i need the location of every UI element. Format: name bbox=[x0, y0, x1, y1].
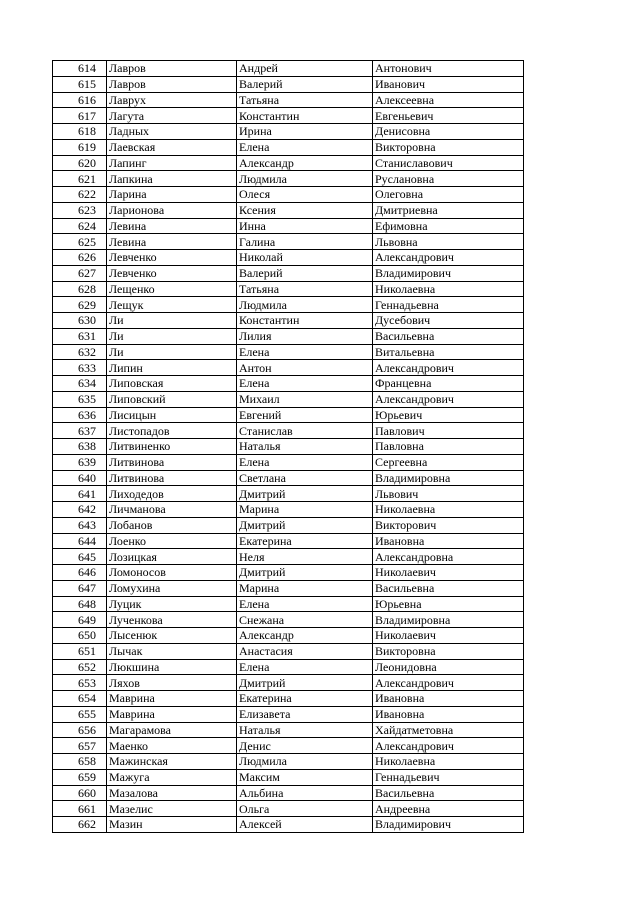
first-name-cell: Галина bbox=[237, 234, 373, 250]
table-row bbox=[53, 502, 524, 518]
first-name-cell: Екатерина bbox=[237, 691, 373, 707]
last-name-cell: Ларионова bbox=[107, 202, 237, 218]
first-name-cell: Наталья bbox=[237, 439, 373, 455]
first-name-cell: Анастасия bbox=[237, 643, 373, 659]
patronymic-cell: Руслановна bbox=[373, 171, 524, 187]
last-name-cell: Ли bbox=[107, 328, 237, 344]
patronymic-cell: Викторовна bbox=[373, 139, 524, 155]
first-name-cell: Неля bbox=[237, 549, 373, 565]
table-row bbox=[53, 124, 524, 140]
last-name-cell: Лобанов bbox=[107, 517, 237, 533]
patronymic-cell: Александрович bbox=[373, 391, 524, 407]
patronymic-cell: Павловна bbox=[373, 439, 524, 455]
table-row bbox=[53, 76, 524, 92]
table-row bbox=[53, 139, 524, 155]
patronymic-cell: Николаевна bbox=[373, 754, 524, 770]
first-name-cell: Снежана bbox=[237, 612, 373, 628]
last-name-cell: Лавров bbox=[107, 76, 237, 92]
table-row bbox=[53, 281, 524, 297]
patronymic-cell: Евгеньевич bbox=[373, 108, 524, 124]
patronymic-cell: Викторовна bbox=[373, 643, 524, 659]
first-name-cell: Станислав bbox=[237, 423, 373, 439]
table-row bbox=[53, 486, 524, 502]
first-name-cell: Александр bbox=[237, 628, 373, 644]
first-name-cell: Людмила bbox=[237, 297, 373, 313]
first-name-cell: Наталья bbox=[237, 722, 373, 738]
first-name-cell: Альбина bbox=[237, 785, 373, 801]
last-name-cell: Лавров bbox=[107, 61, 237, 77]
patronymic-cell: Андреевна bbox=[373, 801, 524, 817]
roster-table-body bbox=[53, 61, 524, 833]
first-name-cell: Екатерина bbox=[237, 533, 373, 549]
first-name-cell: Елена bbox=[237, 376, 373, 392]
last-name-cell: Личманова bbox=[107, 502, 237, 518]
row-number-cell: 620 bbox=[53, 155, 107, 171]
patronymic-cell: Васильевна bbox=[373, 580, 524, 596]
first-name-cell: Константин bbox=[237, 313, 373, 329]
last-name-cell: Литвиненко bbox=[107, 439, 237, 455]
table-row bbox=[53, 92, 524, 108]
row-number-cell: 628 bbox=[53, 281, 107, 297]
table-row bbox=[53, 675, 524, 691]
patronymic-cell: Хайдатметовна bbox=[373, 722, 524, 738]
row-number-cell: 637 bbox=[53, 423, 107, 439]
row-number-cell: 656 bbox=[53, 722, 107, 738]
last-name-cell: Липовская bbox=[107, 376, 237, 392]
patronymic-cell: Леонидовна bbox=[373, 659, 524, 675]
patronymic-cell: Николаевна bbox=[373, 281, 524, 297]
patronymic-cell: Витальевна bbox=[373, 344, 524, 360]
last-name-cell: Ломухина bbox=[107, 580, 237, 596]
first-name-cell: Людмила bbox=[237, 171, 373, 187]
last-name-cell: Лаврух bbox=[107, 92, 237, 108]
table-row bbox=[53, 706, 524, 722]
first-name-cell: Михаил bbox=[237, 391, 373, 407]
table-row bbox=[53, 218, 524, 234]
row-number-cell: 646 bbox=[53, 565, 107, 581]
patronymic-cell: Александровна bbox=[373, 549, 524, 565]
row-number-cell: 615 bbox=[53, 76, 107, 92]
patronymic-cell: Владимировна bbox=[373, 612, 524, 628]
row-number-cell: 629 bbox=[53, 297, 107, 313]
first-name-cell: Валерий bbox=[237, 265, 373, 281]
patronymic-cell: Ефимовна bbox=[373, 218, 524, 234]
first-name-cell: Антон bbox=[237, 360, 373, 376]
row-number-cell: 635 bbox=[53, 391, 107, 407]
first-name-cell: Олеся bbox=[237, 187, 373, 203]
table-row bbox=[53, 187, 524, 203]
patronymic-cell: Геннадьевна bbox=[373, 297, 524, 313]
roster-table bbox=[52, 60, 524, 833]
row-number-cell: 643 bbox=[53, 517, 107, 533]
last-name-cell: Мазин bbox=[107, 817, 237, 833]
row-number-cell: 647 bbox=[53, 580, 107, 596]
last-name-cell: Мажинская bbox=[107, 754, 237, 770]
row-number-cell: 621 bbox=[53, 171, 107, 187]
patronymic-cell: Францевна bbox=[373, 376, 524, 392]
last-name-cell: Маврина bbox=[107, 691, 237, 707]
first-name-cell: Евгений bbox=[237, 407, 373, 423]
patronymic-cell: Владимировна bbox=[373, 470, 524, 486]
table-row bbox=[53, 628, 524, 644]
last-name-cell: Маенко bbox=[107, 738, 237, 754]
row-number-cell: 625 bbox=[53, 234, 107, 250]
last-name-cell: Ладных bbox=[107, 124, 237, 140]
first-name-cell: Константин bbox=[237, 108, 373, 124]
last-name-cell: Лисицын bbox=[107, 407, 237, 423]
last-name-cell: Лысенюк bbox=[107, 628, 237, 644]
first-name-cell: Елизавета bbox=[237, 706, 373, 722]
table-row bbox=[53, 738, 524, 754]
last-name-cell: Ляхов bbox=[107, 675, 237, 691]
table-row bbox=[53, 517, 524, 533]
first-name-cell: Николай bbox=[237, 250, 373, 266]
patronymic-cell: Дусебович bbox=[373, 313, 524, 329]
last-name-cell: Лагута bbox=[107, 108, 237, 124]
last-name-cell: Ли bbox=[107, 344, 237, 360]
table-row bbox=[53, 313, 524, 329]
table-row bbox=[53, 754, 524, 770]
table-row bbox=[53, 344, 524, 360]
last-name-cell: Лаевская bbox=[107, 139, 237, 155]
patronymic-cell: Геннадьевич bbox=[373, 769, 524, 785]
first-name-cell: Татьяна bbox=[237, 92, 373, 108]
patronymic-cell: Ивановна bbox=[373, 533, 524, 549]
last-name-cell: Лозицкая bbox=[107, 549, 237, 565]
table-row bbox=[53, 769, 524, 785]
table-row bbox=[53, 565, 524, 581]
row-number-cell: 650 bbox=[53, 628, 107, 644]
last-name-cell: Лещенко bbox=[107, 281, 237, 297]
row-number-cell: 631 bbox=[53, 328, 107, 344]
row-number-cell: 653 bbox=[53, 675, 107, 691]
patronymic-cell: Сергеевна bbox=[373, 454, 524, 470]
first-name-cell: Дмитрий bbox=[237, 517, 373, 533]
first-name-cell: Дмитрий bbox=[237, 486, 373, 502]
table-row bbox=[53, 61, 524, 77]
last-name-cell: Листопадов bbox=[107, 423, 237, 439]
table-row bbox=[53, 596, 524, 612]
table-row bbox=[53, 439, 524, 455]
patronymic-cell: Николаевна bbox=[373, 502, 524, 518]
patronymic-cell: Александрович bbox=[373, 675, 524, 691]
table-row bbox=[53, 360, 524, 376]
table-row bbox=[53, 328, 524, 344]
last-name-cell: Лапкина bbox=[107, 171, 237, 187]
first-name-cell: Людмила bbox=[237, 754, 373, 770]
patronymic-cell: Владимирович bbox=[373, 265, 524, 281]
row-number-cell: 623 bbox=[53, 202, 107, 218]
row-number-cell: 632 bbox=[53, 344, 107, 360]
last-name-cell: Ларина bbox=[107, 187, 237, 203]
first-name-cell: Ксения bbox=[237, 202, 373, 218]
patronymic-cell: Алексеевна bbox=[373, 92, 524, 108]
first-name-cell: Елена bbox=[237, 139, 373, 155]
table-row bbox=[53, 470, 524, 486]
table-row bbox=[53, 454, 524, 470]
patronymic-cell: Львович bbox=[373, 486, 524, 502]
row-number-cell: 640 bbox=[53, 470, 107, 486]
patronymic-cell: Иванович bbox=[373, 76, 524, 92]
last-name-cell: Липовский bbox=[107, 391, 237, 407]
patronymic-cell: Викторович bbox=[373, 517, 524, 533]
table-row bbox=[53, 171, 524, 187]
row-number-cell: 660 bbox=[53, 785, 107, 801]
last-name-cell: Литвинова bbox=[107, 454, 237, 470]
last-name-cell: Левченко bbox=[107, 250, 237, 266]
first-name-cell: Валерий bbox=[237, 76, 373, 92]
first-name-cell: Ольга bbox=[237, 801, 373, 817]
patronymic-cell: Ивановна bbox=[373, 706, 524, 722]
row-number-cell: 634 bbox=[53, 376, 107, 392]
table-row bbox=[53, 533, 524, 549]
row-number-cell: 622 bbox=[53, 187, 107, 203]
row-number-cell: 649 bbox=[53, 612, 107, 628]
patronymic-cell: Станиславович bbox=[373, 155, 524, 171]
row-number-cell: 651 bbox=[53, 643, 107, 659]
row-number-cell: 614 bbox=[53, 61, 107, 77]
last-name-cell: Литвинова bbox=[107, 470, 237, 486]
row-number-cell: 626 bbox=[53, 250, 107, 266]
first-name-cell: Денис bbox=[237, 738, 373, 754]
patronymic-cell: Николаевич bbox=[373, 628, 524, 644]
patronymic-cell: Александрович bbox=[373, 738, 524, 754]
patronymic-cell: Павлович bbox=[373, 423, 524, 439]
row-number-cell: 619 bbox=[53, 139, 107, 155]
last-name-cell: Лещук bbox=[107, 297, 237, 313]
patronymic-cell: Антонович bbox=[373, 61, 524, 77]
last-name-cell: Левченко bbox=[107, 265, 237, 281]
table-row bbox=[53, 202, 524, 218]
last-name-cell: Лиходедов bbox=[107, 486, 237, 502]
table-row bbox=[53, 580, 524, 596]
row-number-cell: 617 bbox=[53, 108, 107, 124]
table-row bbox=[53, 391, 524, 407]
first-name-cell: Лилия bbox=[237, 328, 373, 344]
patronymic-cell: Александрович bbox=[373, 360, 524, 376]
first-name-cell: Ирина bbox=[237, 124, 373, 140]
patronymic-cell: Васильевна bbox=[373, 785, 524, 801]
row-number-cell: 624 bbox=[53, 218, 107, 234]
table-row bbox=[53, 297, 524, 313]
row-number-cell: 661 bbox=[53, 801, 107, 817]
first-name-cell: Светлана bbox=[237, 470, 373, 486]
row-number-cell: 648 bbox=[53, 596, 107, 612]
table-row bbox=[53, 643, 524, 659]
first-name-cell: Елена bbox=[237, 596, 373, 612]
patronymic-cell: Ивановна bbox=[373, 691, 524, 707]
first-name-cell: Елена bbox=[237, 659, 373, 675]
first-name-cell: Алексей bbox=[237, 817, 373, 833]
last-name-cell: Ли bbox=[107, 313, 237, 329]
last-name-cell: Луцик bbox=[107, 596, 237, 612]
row-number-cell: 633 bbox=[53, 360, 107, 376]
last-name-cell: Мазелис bbox=[107, 801, 237, 817]
table-row bbox=[53, 801, 524, 817]
row-number-cell: 644 bbox=[53, 533, 107, 549]
patronymic-cell: Юрьевна bbox=[373, 596, 524, 612]
row-number-cell: 645 bbox=[53, 549, 107, 565]
first-name-cell: Татьяна bbox=[237, 281, 373, 297]
last-name-cell: Левина bbox=[107, 234, 237, 250]
table-row bbox=[53, 785, 524, 801]
last-name-cell: Липин bbox=[107, 360, 237, 376]
last-name-cell: Ломоносов bbox=[107, 565, 237, 581]
row-number-cell: 641 bbox=[53, 486, 107, 502]
patronymic-cell: Александрович bbox=[373, 250, 524, 266]
first-name-cell: Александр bbox=[237, 155, 373, 171]
row-number-cell: 627 bbox=[53, 265, 107, 281]
table-row bbox=[53, 108, 524, 124]
last-name-cell: Лученкова bbox=[107, 612, 237, 628]
table-row bbox=[53, 155, 524, 171]
last-name-cell: Левина bbox=[107, 218, 237, 234]
first-name-cell: Максим bbox=[237, 769, 373, 785]
row-number-cell: 639 bbox=[53, 454, 107, 470]
first-name-cell: Елена bbox=[237, 454, 373, 470]
table-row bbox=[53, 234, 524, 250]
row-number-cell: 659 bbox=[53, 769, 107, 785]
last-name-cell: Маврина bbox=[107, 706, 237, 722]
first-name-cell: Инна bbox=[237, 218, 373, 234]
table-row bbox=[53, 265, 524, 281]
row-number-cell: 662 bbox=[53, 817, 107, 833]
last-name-cell: Лапинг bbox=[107, 155, 237, 171]
last-name-cell: Лычак bbox=[107, 643, 237, 659]
patronymic-cell: Васильевна bbox=[373, 328, 524, 344]
row-number-cell: 642 bbox=[53, 502, 107, 518]
last-name-cell: Мазалова bbox=[107, 785, 237, 801]
last-name-cell: Лоенко bbox=[107, 533, 237, 549]
row-number-cell: 652 bbox=[53, 659, 107, 675]
row-number-cell: 655 bbox=[53, 706, 107, 722]
last-name-cell: Люкшина bbox=[107, 659, 237, 675]
first-name-cell: Марина bbox=[237, 502, 373, 518]
last-name-cell: Мажуга bbox=[107, 769, 237, 785]
first-name-cell: Андрей bbox=[237, 61, 373, 77]
patronymic-cell: Николаевич bbox=[373, 565, 524, 581]
patronymic-cell: Олеговна bbox=[373, 187, 524, 203]
row-number-cell: 636 bbox=[53, 407, 107, 423]
row-number-cell: 654 bbox=[53, 691, 107, 707]
row-number-cell: 658 bbox=[53, 754, 107, 770]
first-name-cell: Елена bbox=[237, 344, 373, 360]
table-row bbox=[53, 250, 524, 266]
table-row bbox=[53, 817, 524, 833]
patronymic-cell: Дмитриевна bbox=[373, 202, 524, 218]
table-row bbox=[53, 691, 524, 707]
table-row bbox=[53, 659, 524, 675]
table-row bbox=[53, 376, 524, 392]
patronymic-cell: Денисовна bbox=[373, 124, 524, 140]
row-number-cell: 638 bbox=[53, 439, 107, 455]
last-name-cell: Магарамова bbox=[107, 722, 237, 738]
table-row bbox=[53, 423, 524, 439]
first-name-cell: Марина bbox=[237, 580, 373, 596]
table-row bbox=[53, 612, 524, 628]
first-name-cell: Дмитрий bbox=[237, 675, 373, 691]
row-number-cell: 630 bbox=[53, 313, 107, 329]
patronymic-cell: Юрьевич bbox=[373, 407, 524, 423]
table-row bbox=[53, 722, 524, 738]
table-row bbox=[53, 549, 524, 565]
table-row bbox=[53, 407, 524, 423]
row-number-cell: 618 bbox=[53, 124, 107, 140]
patronymic-cell: Владимирович bbox=[373, 817, 524, 833]
row-number-cell: 616 bbox=[53, 92, 107, 108]
row-number-cell: 657 bbox=[53, 738, 107, 754]
patronymic-cell: Львовна bbox=[373, 234, 524, 250]
first-name-cell: Дмитрий bbox=[237, 565, 373, 581]
